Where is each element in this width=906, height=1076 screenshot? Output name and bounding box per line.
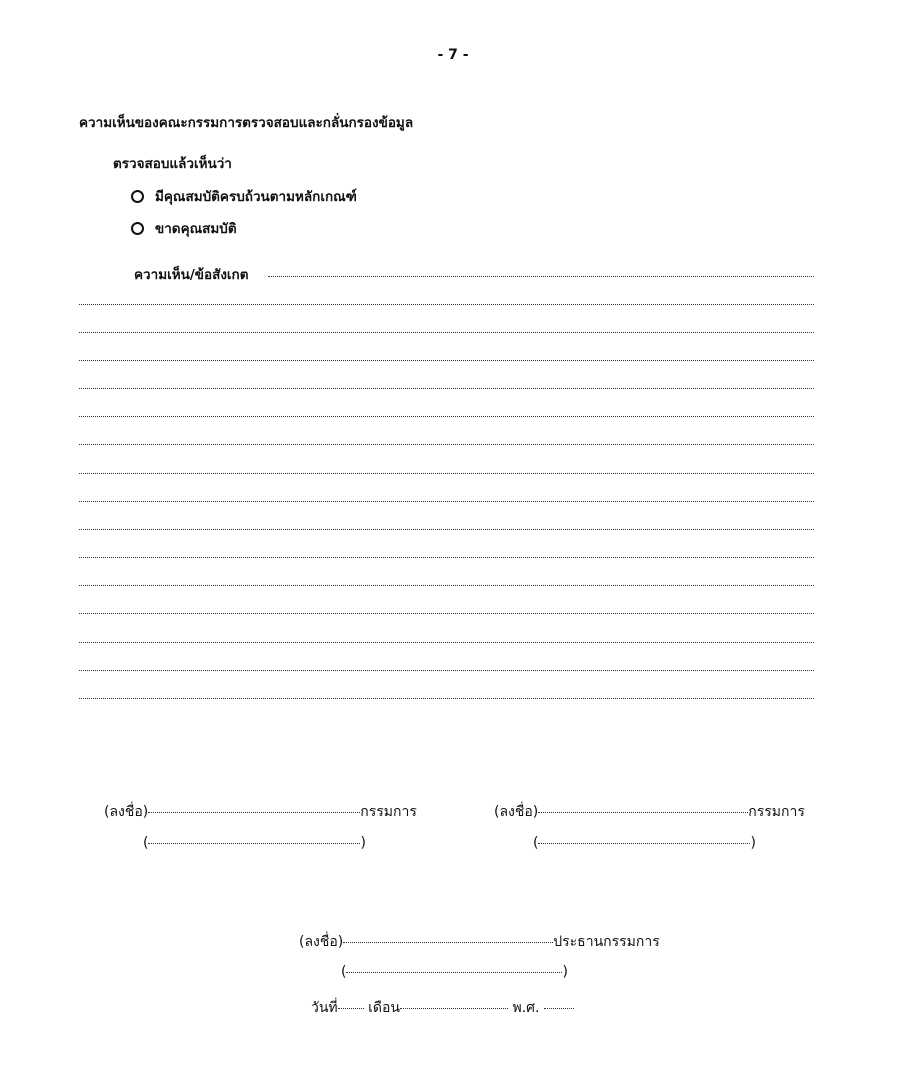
remark-line[interactable]	[79, 332, 814, 333]
remark-line[interactable]	[79, 304, 814, 305]
remark-line[interactable]	[79, 642, 814, 643]
committee-name-1	[143, 835, 366, 851]
section-title: ความเห็นของคณะกรรมการตรวจสอบและกลั่นกรองข้อมูล	[79, 115, 414, 131]
remark-line[interactable]	[79, 360, 814, 361]
name-field[interactable]	[538, 843, 750, 844]
remark-line[interactable]	[79, 473, 814, 474]
signature-field[interactable]	[343, 942, 553, 943]
name-field[interactable]	[148, 843, 360, 844]
remark-line[interactable]	[79, 670, 814, 671]
remark-line[interactable]	[79, 416, 814, 417]
date-line	[311, 997, 574, 1019]
signature-field[interactable]	[148, 812, 360, 813]
radio-circle-icon[interactable]	[131, 190, 144, 203]
close-paren: )	[360, 835, 366, 851]
day-field[interactable]	[338, 1008, 364, 1009]
open-paren: (	[533, 835, 539, 851]
remark-line[interactable]	[79, 585, 814, 586]
sign-prefix: (ลงชื่อ)	[299, 934, 344, 950]
committee-title: กรรมการ	[748, 804, 805, 820]
date-label: วันที่	[311, 1000, 338, 1016]
chairman-name	[341, 964, 568, 980]
option-unqualified[interactable]	[131, 217, 237, 239]
verification-subheading: ตรวจสอบแล้วเห็นว่า	[113, 156, 232, 172]
option-qualified-label: มีคุณสมบัติครบถ้วนตามหลักเกณฑ์	[155, 189, 357, 205]
committee-signature-2	[494, 801, 805, 823]
open-paren: (	[143, 835, 149, 851]
remark-line[interactable]	[79, 698, 814, 699]
option-unqualified-label: ขาดคุณสมบัติ	[155, 221, 237, 237]
remark-line[interactable]	[79, 388, 814, 389]
option-qualified[interactable]	[131, 185, 357, 207]
signature-field[interactable]	[538, 812, 748, 813]
page-number: - 7 -	[437, 47, 469, 63]
committee-name-2	[533, 835, 756, 851]
remark-label: ความเห็น/ข้อสังเกต	[134, 267, 249, 283]
remark-line[interactable]	[79, 529, 814, 530]
remark-line[interactable]	[79, 557, 814, 558]
sign-prefix: (ลงชื่อ)	[104, 804, 149, 820]
open-paren: (	[341, 964, 347, 980]
sign-prefix: (ลงชื่อ)	[494, 804, 539, 820]
month-label: เดือน	[368, 1000, 400, 1016]
remark-first-line[interactable]	[268, 276, 814, 277]
close-paren: )	[750, 835, 756, 851]
close-paren: )	[562, 964, 568, 980]
chairman-title: ประธานกรรมการ	[553, 934, 660, 950]
remark-line[interactable]	[79, 613, 814, 614]
committee-signature-1	[104, 801, 417, 823]
chairman-signature	[299, 931, 660, 953]
committee-title: กรรมการ	[360, 804, 417, 820]
radio-circle-icon[interactable]	[131, 222, 144, 235]
remark-line[interactable]	[79, 501, 814, 502]
year-field[interactable]	[544, 1008, 574, 1009]
month-field[interactable]	[400, 1008, 508, 1009]
remark-line[interactable]	[79, 444, 814, 445]
name-field[interactable]	[346, 972, 562, 973]
year-label: พ.ศ.	[512, 1000, 540, 1016]
